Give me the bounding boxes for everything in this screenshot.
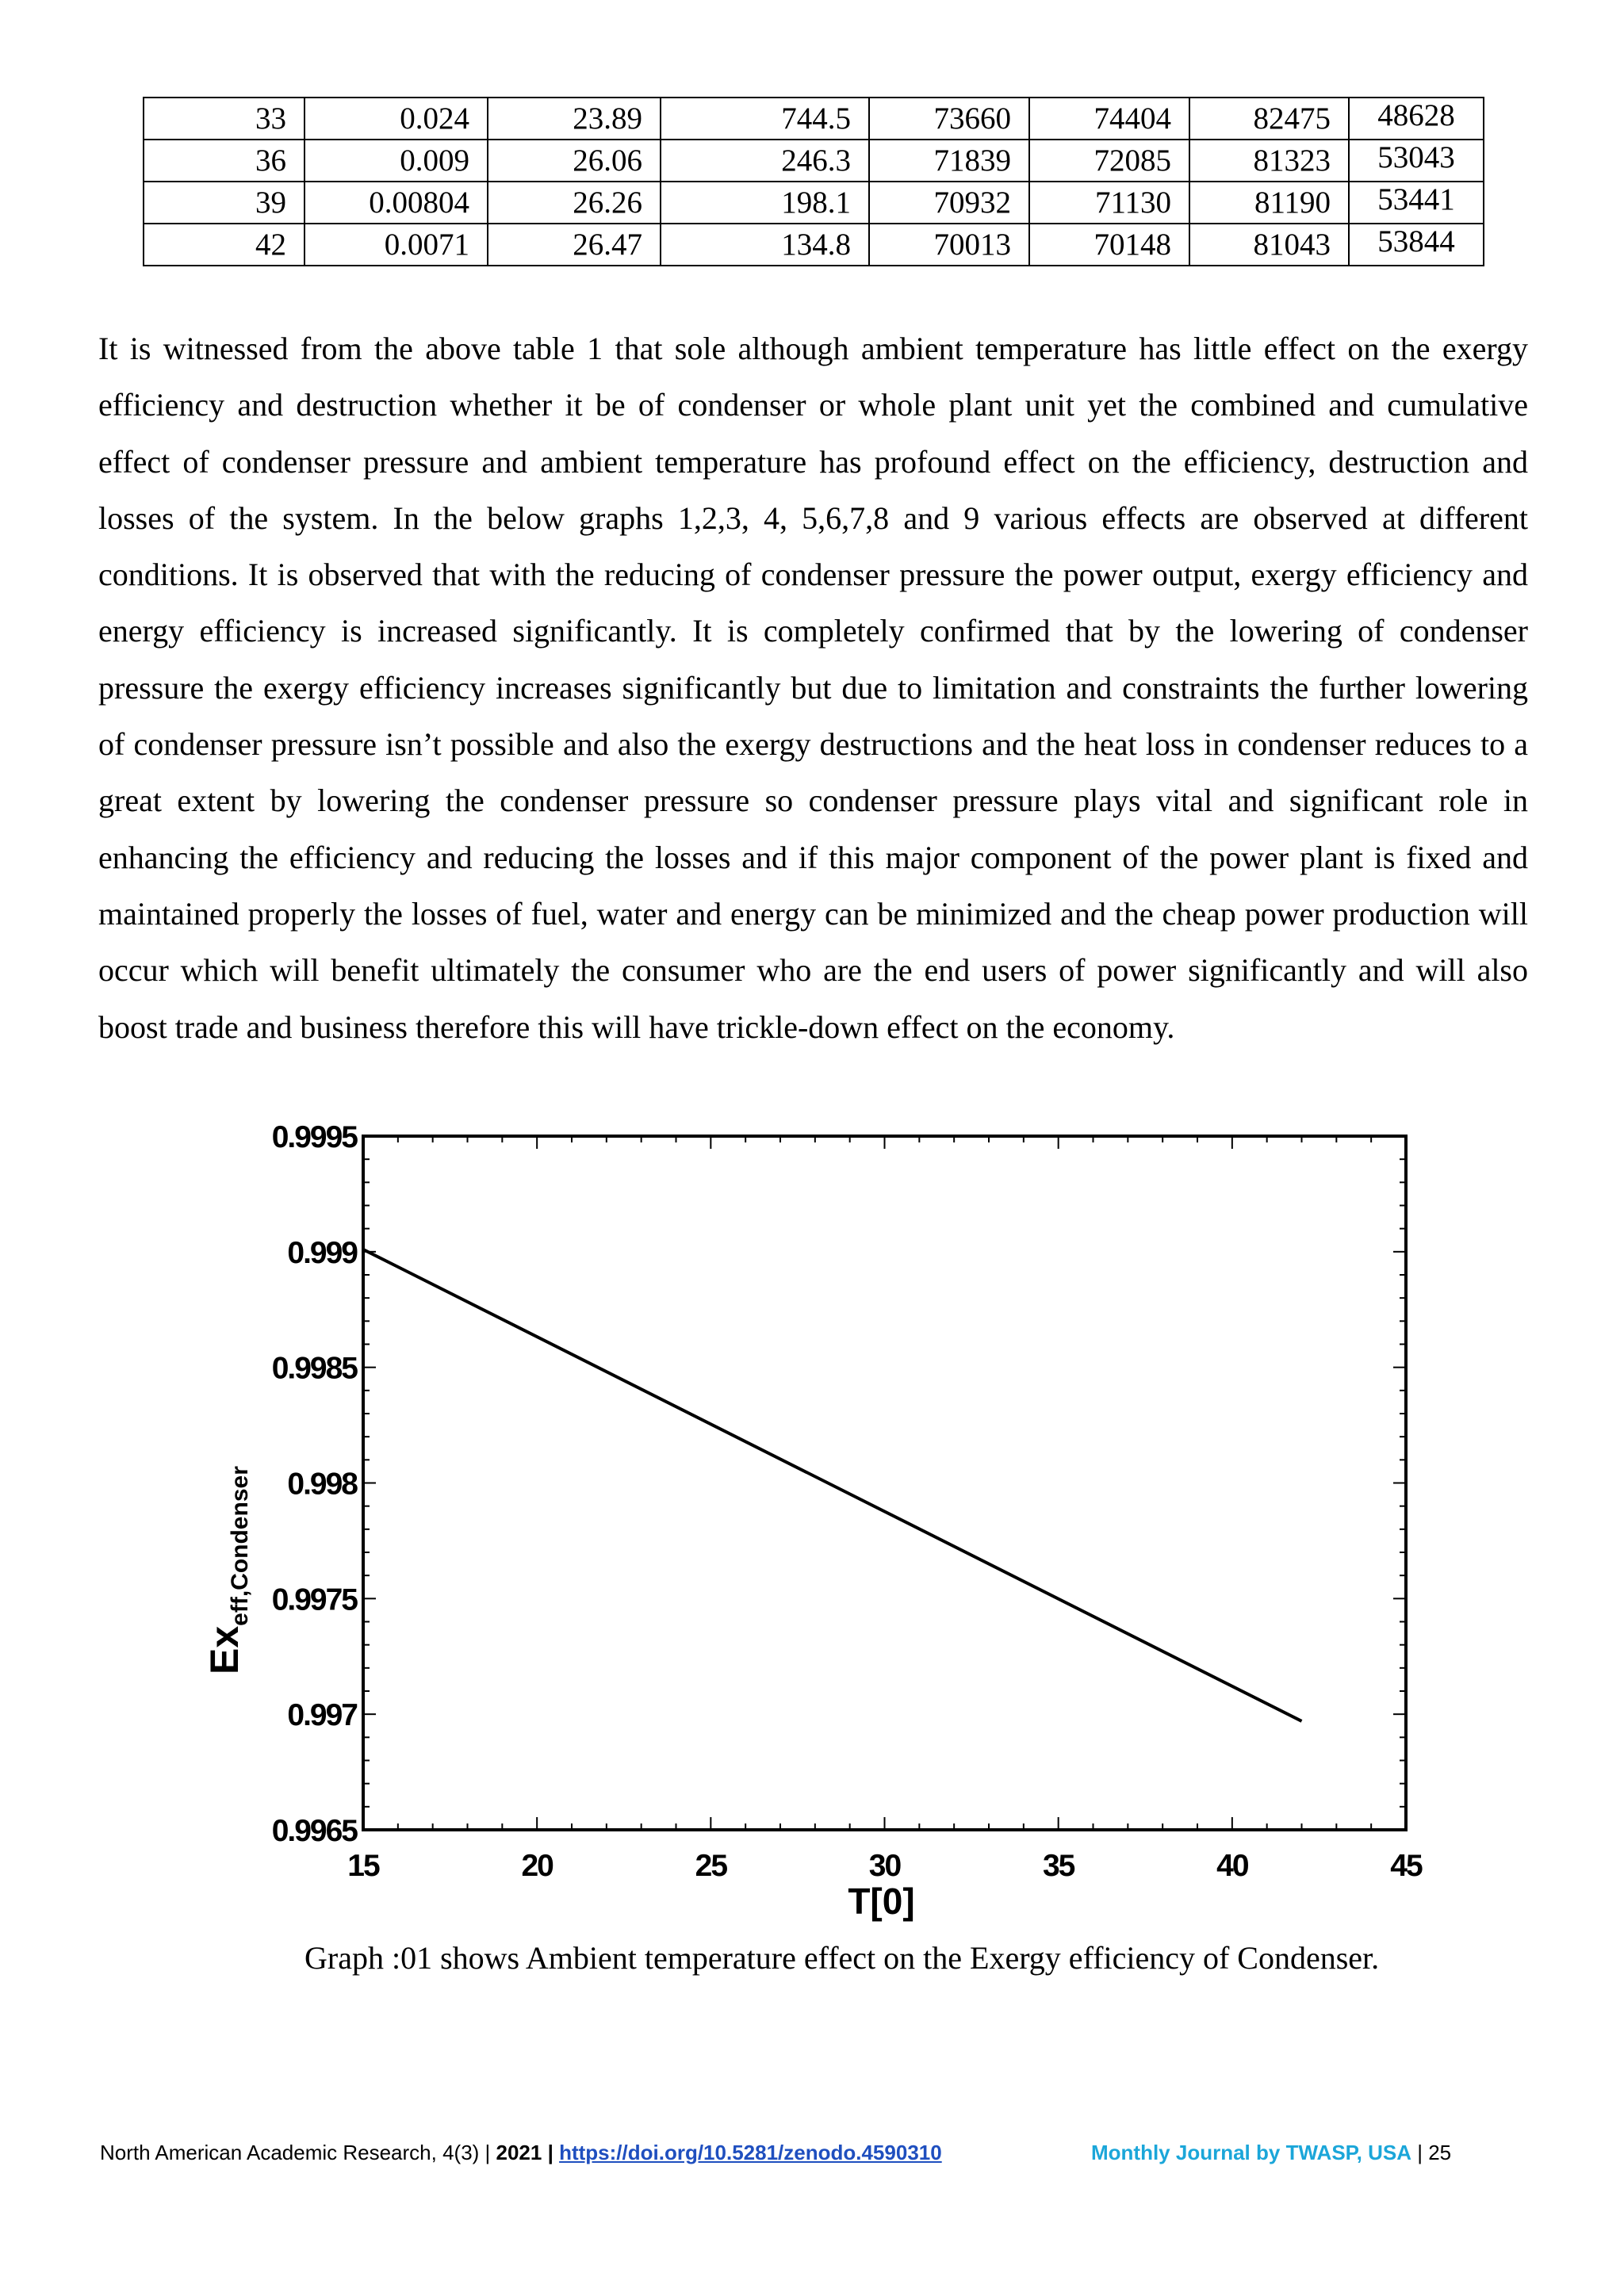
y-tick-label: 0.998 <box>287 1467 357 1502</box>
footer-page-separator: | <box>1411 2141 1429 2164</box>
page-number: 25 <box>1428 2141 1452 2164</box>
table-cell: 73660 <box>869 98 1029 140</box>
table-cell: 23.89 <box>488 98 661 140</box>
x-tick-label: 40 <box>1216 1849 1248 1883</box>
body-paragraph: It is witnessed from the above table 1 that sole although ambient temperature has little effect on the exergy efficiency and destruction whether it be of condenser or whole plant unit yet the combined and cumulative effect of condenser pressure and ambient temperature has profound effect on the efficiency, destruction and losses of the system. In the below graphs 1,2,3, 4, 5,6,7,8 and 9 various effects are observed at different conditions. It is observed that with the reducing of condenser pressure the power output, exergy efficiency and energy efficiency is increased significantly. It is completely confirmed that by the lowering of condenser pressure the exergy efficiency increases significantly but due to limitation and constraints the further lowering of condenser pressure isn’t possible and also the exergy destructions and the heat loss in condenser reduces to a great extent by lowering the condenser pressure so condenser pressure plays vital and significant role in enhancing the efficiency and reducing the losses and if this major component of the power plant is fixed and maintained properly the losses of fuel, water and energy can be minimized and the cheap power production will occur which will benefit ultimately the consumer who are the end users of power significantly and will also boost trade and business therefore this will have trickle-down effect on the economy. <box>98 331 1528 1045</box>
y-tick-label: 0.9985 <box>271 1351 357 1386</box>
table-cell: 53441 <box>1349 182 1484 224</box>
y-axis-title-main: Ex <box>202 1625 247 1674</box>
x-tick-label: 45 <box>1390 1849 1422 1883</box>
footer-separator: | <box>542 2141 560 2164</box>
table-cell: 70932 <box>869 182 1029 224</box>
table-cell: 82475 <box>1189 98 1349 140</box>
x-tick-label: 15 <box>347 1849 379 1883</box>
table-cell: 48628 <box>1349 98 1484 140</box>
footer-year: 2021 <box>496 2141 542 2164</box>
table-cell: 246.3 <box>661 140 869 182</box>
y-axis-title <box>202 1466 253 1674</box>
table-cell: 0.0071 <box>304 224 488 266</box>
x-tick-label: 20 <box>521 1849 553 1883</box>
footer-citation: North American Academic Research, 4(3) | <box>100 2141 496 2164</box>
table-cell: 81043 <box>1189 224 1349 266</box>
y-tick-label: 0.9965 <box>271 1814 357 1848</box>
table-cell: 71130 <box>1029 182 1189 224</box>
table-cell: 53844 <box>1349 224 1484 266</box>
x-tick-label: 35 <box>1042 1849 1074 1883</box>
table-cell: 53043 <box>1349 140 1484 182</box>
table-cell: 71839 <box>869 140 1029 182</box>
y-axis-title-subscript: eff,Condenser <box>227 1466 253 1626</box>
table-cell: 198.1 <box>661 182 869 224</box>
series-line-1 <box>363 1249 1302 1721</box>
plot-frame <box>363 1136 1406 1830</box>
table-cell: 134.8 <box>661 224 869 266</box>
table-cell: 81323 <box>1189 140 1349 182</box>
table-cell: 70148 <box>1029 224 1189 266</box>
x-tick-label: 30 <box>868 1849 901 1883</box>
figure-caption: Graph :01 shows Ambient temperature effect on the Exergy efficiency of Condenser. <box>304 1940 1380 1976</box>
table-cell: 81190 <box>1189 182 1349 224</box>
table-cell: 36 <box>144 140 304 182</box>
journal-name: Monthly Journal by TWASP, USA <box>1091 2141 1412 2164</box>
table-cell: 744.5 <box>661 98 869 140</box>
table-cell: 26.47 <box>488 224 661 266</box>
doi-link[interactable]: https://doi.org/10.5281/zenodo.4590310 <box>559 2141 942 2164</box>
table-cell: 42 <box>144 224 304 266</box>
y-tick-label: 0.997 <box>287 1698 357 1733</box>
table-cell: 26.06 <box>488 140 661 182</box>
table-cell: 33 <box>144 98 304 140</box>
y-tick-label: 0.9995 <box>271 1120 357 1154</box>
table-cell: 74404 <box>1029 98 1189 140</box>
table-cell: 39 <box>144 182 304 224</box>
table-cell: 70013 <box>869 224 1029 266</box>
page-footer <box>100 2141 1527 2165</box>
table-cell: 0.024 <box>304 98 488 140</box>
table-cell: 0.00804 <box>304 182 488 224</box>
y-tick-label: 0.9975 <box>271 1582 357 1617</box>
footer-journal <box>1091 2141 1451 2165</box>
table-cell: 72085 <box>1029 140 1189 182</box>
table-cell: 26.26 <box>488 182 661 224</box>
table-cell: 0.009 <box>304 140 488 182</box>
x-tick-label: 25 <box>695 1849 727 1883</box>
x-axis-title: T[0] <box>848 1881 915 1922</box>
y-tick-label: 0.999 <box>287 1235 357 1270</box>
